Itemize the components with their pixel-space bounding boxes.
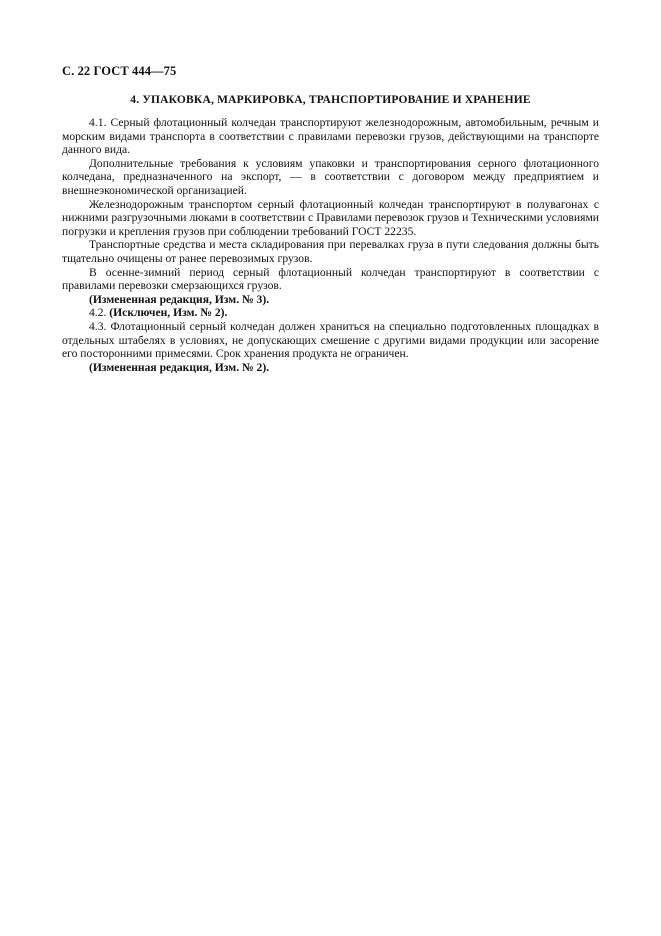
section-body — [62, 116, 599, 374]
paragraph-winter-transport: В осенне-зимний период серный флотационный колчедан транспортируют в соответствии с правилами перевозки смерзающихся грузов. — [62, 265, 599, 293]
paragraph-4-2-note: (Исключен, Изм. № 2). — [109, 306, 228, 320]
paragraph-4-2 — [62, 306, 599, 320]
paragraph-rail-transport: Железнодорожным транспортом серный флотационный колчедан транспортируют в полувагонах с нижними разгрузочными люками в соответствии с Правилами перевозок грузов и Техническими условиями погрузки и крепления грузов при соблюдении требований ГОСТ 22235. — [62, 197, 599, 238]
paragraph-4-1: 4.1. Серный флотационный колчедан транспортируют железнодорожным, автомобильным, речным и морским видами транспорта в соответствии с правилами перевозки грузов, действующими на транспорте данного вида. — [62, 116, 599, 157]
paragraph-vehicle-cleaning: Транспортные средства и места складирования при перевалках груза в пути следования должны быть тщательно очищены от ранее перевозимых грузов. — [62, 238, 599, 265]
paragraph-4-2-number: 4.2. — [89, 306, 107, 320]
amendment-note-1: (Измененная редакция, Изм. № 3). — [89, 292, 270, 306]
paragraph-export-requirements: Дополнительные требования к условиям упаковки и транспортирования серного флотационного колчедана, предназначенного на экспорт, — в соответствии с договором между предприятием и внешнеэкономической организацией. — [62, 156, 599, 197]
section-title: 4. УПАКОВКА, МАРКИРОВКА, ТРАНСПОРТИРОВАНИЕ И ХРАНЕНИЕ — [130, 94, 531, 106]
amendment-note-2: (Измененная редакция, Изм. № 2). — [89, 360, 270, 374]
paragraph-4-3: 4.3. Флотационный серный колчедан должен храниться на специально подготовленных площадках в отдельных штабелях в условиях, не допускающих смешение с другими видами продукции или засорение его посторонними примесями. Срок хранения продукта не ограничен. — [62, 319, 599, 361]
running-head: С. 22 ГОСТ 444—75 — [62, 64, 177, 78]
